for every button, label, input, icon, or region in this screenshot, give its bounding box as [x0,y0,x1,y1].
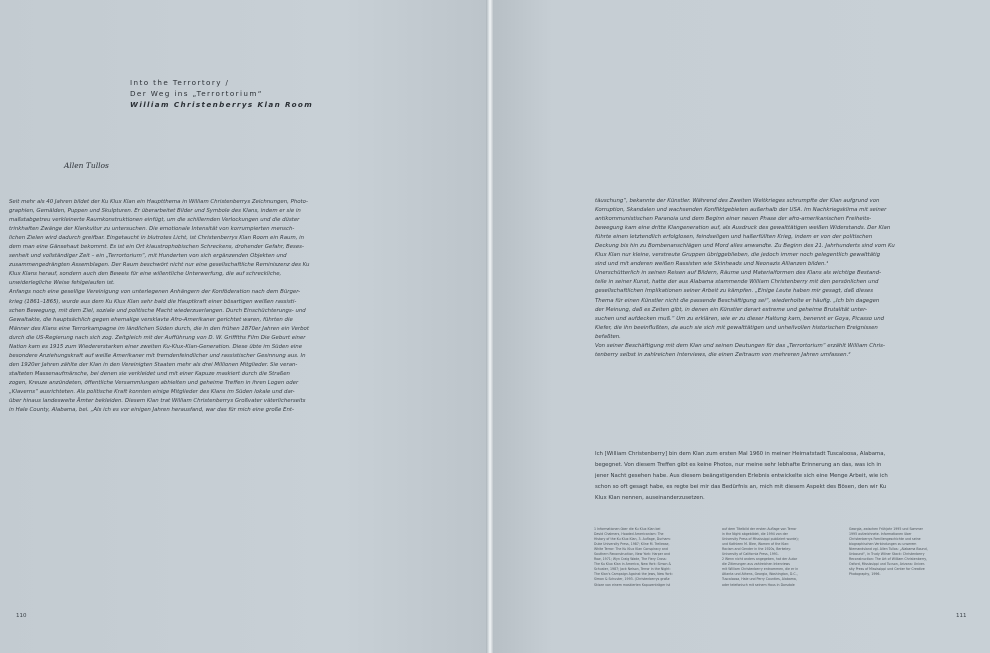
heading-line-1: Into the Terrortory / [130,78,230,87]
text-line: Unerschütterlich in seinen Reisen auf Bildern, Räume und Materialformen des Klans als wichtige Bestand- [595,270,882,277]
text-line: dem man eine Gänsehaut bekommt. Es ist ein Ort klaustrophobischen Schreckens, drohender Gefahr, Beses- [9,244,304,251]
text-line: Thema für einen Künstler nicht die passende Beschäftigung sei“, wiederholte er häufig. „Ich bin dagegen [595,297,880,304]
text-line: Deckung bis hin zu Bombenanschlägen und Mord alles anwandte. Zu Beginn des 21. Jahrhunderts sind vom Ku [595,243,895,250]
quote-line: Ich [William Christenberry] bin dem Klan zum ersten Mal 1960 in meiner Heimatstadt Tuscaloosa, Alabama, [595,451,886,457]
footnote-line: und Kathleen M. Blee, Women of the Klan: [722,542,790,547]
right-body-text [595,197,975,360]
footnote-line: University Press of Mississippi publiziert wurde); [722,537,799,542]
footnote-line: auf dem Titelbild der ersten Auflage von Terror [722,527,797,531]
text-line: Nation kam es 1915 zum Wiedererstarken einer zweiten Ku-Klux-Klan-Generation. Diese übte im Süden eine [9,343,303,350]
text-line: Korruption, Skandalen und wachsenden Konfliktgebieten außerhalb der USA. Im Nachkriegsklima mit seiner [595,207,887,214]
left-body-text [9,198,389,415]
text-line: graphien, Gemälden, Puppen und Skulpturen. Er überarbeitet Bilder und Symbole des Klans, indem er sie in [9,208,301,215]
footnote-line: biographischen Verbindungen zu unserem [849,542,917,547]
footnote-line: mit William Christenberry entnommen, die er in [722,567,799,572]
heading-line-2: Der Weg ins „Terrortorium“ [130,89,263,98]
text-line: senheit und vollständiger Zeit – ein „Terrortorium“, mit Hunderten von sich ergänzenden Objekten und [9,253,287,260]
text-line: in Hale County, Alabama, bei. „Als ich es vor einigen Jahren herausfand, war das für mich eine große Ent- [9,407,294,414]
footnote-line: Skizze von einem maskierten Kapuzenträger ist [594,582,671,587]
footnote-line: Atlanta und Athens, Georgia, Washington, D.C., [722,572,798,577]
text-line: teile in seiner Kunst, hatte der aus Alabama stammende William Christenberry mit den persönlichen und [595,279,879,286]
footnote-line: Schuster, 1987; Jack Nelson, Terror in the Night: [594,567,671,572]
text-line: den 1920er Jahren zählte der Klan in den Vereinigten Staaten mehr als drei Millionen Mitglieder. Sie veran- [9,361,298,368]
footnote-line: 1 Informationen über die Ku Klux Klan bei [594,527,661,531]
heading-line-3: William Christenberrys Klan Room [130,100,314,109]
article-heading [130,77,313,110]
footnote-line: University of California Press, 1991. [722,552,779,557]
text-line: täuschung“, bekannte der Künstler. Während des Zweiten Weltkrieges schrumpfte der Klan aufgrund von [595,198,880,204]
text-line: Kiefer, die ihn beeinflußten, da auch sie sich mit gewalttätigen und unheilvollen historischen Ereignissen [595,324,878,331]
footnote-line: Oxford, Mississippi und Tucson, Arizona: Univer- [849,562,926,567]
footnote-line: 1995 aufzeichnete. Informationen über [849,532,912,537]
text-line: Von seiner Beschäftigung mit dem Klan und seinen Deutungen für das „Terrortorium“ erzählt William Chris- [595,342,885,349]
footnote-line: Row, 1971; Wyn Craig Wade, The Fiery Cross: [594,557,667,562]
footnotes-column-2 [722,527,840,588]
text-line: Klux Klan nur kleine, verstreute Gruppen übriggeblieben, die jedoch immer noch gelegentlich gewalttätig [595,252,881,259]
text-line: befaßten. [595,333,621,340]
footnote-line: Reconstruction: The Art of William Christenberry, [849,557,928,562]
right-page [493,0,990,653]
quote-line: jener Nacht gesehen habe. Aus diesem beängstigenden Erlebnis entwickelte sich eine Menge Arbeit, wie ich [595,472,888,479]
footnote-line: sity Press of Mississippi und Center for Creative [849,567,925,572]
footnote-line: Simon & Schuster, 1993. (Christenberrys große [594,577,670,582]
footnote-line: Southern Reconstruction, New York: Harper and [594,552,671,557]
footnote-line: Tuscaloosa, Hale und Perry Counties, Alabama, [722,577,797,582]
footnotes-column-3 [849,527,967,577]
text-line: Seit mehr als 40 Jahren bildet der Ku Klux Klan ein Hauptthema in William Christenberrys Zeichnungen, Photo- [9,199,308,205]
text-line: über hinaus landesweite Ämter bekleiden. Diesem Klan trat William Christenberrys Großvater väterlicherseits [9,398,306,405]
text-line: krieg (1861–1865), wurde aus dem Ku Klux Klan sehr bald die Hauptkraft einer bösartigen weißen rassisti- [9,298,297,305]
footnote-line: Photography, 1996. [849,572,881,577]
text-line: gesellschaftlichen Implikationen seiner Arbeit zu kämpfen. „Einige Leute haben mir gesagt, daß dieses [595,288,874,295]
text-line: tenberry selbst in zahlreichen Interviews, die einen Zeitraum von mehreren Jahren umfassen.² [595,351,851,358]
footnote-line: oder telefonisch mit seinem Haus in Dorsdale [722,582,795,587]
text-line: suchen und aufdecken muß.“ Um zu erklären, wie er zu dieser Haltung kam, benennt er Goya, Picasso und [595,315,885,322]
text-line: besondere Anziehungskraft auf weiße Amerikaner mit fremdenfeindlicher und rassistischer Gesinnung aus. In [9,352,306,359]
quote-block [595,449,975,504]
text-line: „Klaverns“ ausrichteten. Als politische Kraft konnten einige Mitglieder des Klans im Süden lokale und dar- [9,388,295,395]
text-line: Gewaltakte, die hauptsächlich gegen ehemalige versklavte Afro-Amerikaner gerichtet waren, führten die [9,316,293,323]
text-line: antikommunistischen Paranoia und dem Beginn einer neuen Phase der afro-amerikanischen Freiheits- [595,216,872,223]
footnote-line: Niemandsland vgl. Allen Tullos: „Alabama Bound, [849,547,928,552]
footnote-line: The Klan's Campaign Against the Jews, New York: [594,572,673,577]
text-line: unwiderlegliche Weise fehlgelaufen ist. [9,280,115,287]
text-line: lichen Zielen wird dadurch greifbar. Eingetaucht in blutrotes Licht, ist Christenberrys Klan Room ein Raum, in [9,235,305,242]
text-line: führte einen letztendlich erfolglosen, feindseligen und haßerfüllten Krieg, indem er von der politischen [595,234,873,241]
text-line: Männer des Klans eine Terrorkampagne im ländlichen Süden durch, die in den frühen 1870er Jahren ein Verbot [9,325,309,332]
text-line: Anfangs noch eine gesellige Vereinigung von unterlegenen Anhängern der Konföderation nach dem Bürger- [9,289,301,296]
footnote-line: David Chalmers, Hooded Americanism: The [594,532,664,537]
footnote-line: The Ku Klux Klan in America, New York: Simon & [594,562,672,567]
text-line: trinkhaften Zwänge der Klankultur zu untersuchen. Die emotionale Intensität von korrumpierten mensch- [9,226,295,233]
footnote-line: Christenberrys Familiengeschichte und seine [849,537,921,542]
footnote-line: Georgia, zwischen Frühjahr 1995 und Sommer [849,527,923,531]
text-line: stalteten Massenaufmärsche, bei denen sie verkleidet und mit einer Kapuze maskiert durch die Straßen [9,370,290,377]
author-name: Allen Tullos [64,161,109,170]
text-line: zusammengedrängten Assemblagen. Der Raum beschwört nicht nur eine gesellschaftliche Reminiszenz des Ku [9,262,310,269]
footnotes-column-1 [594,527,712,588]
text-line: der Meinung, daß es Zeiten gibt, in denen ein Künstler derart extreme und geheime Brutalität unter- [595,306,867,313]
footnote-line: Duke University Press, 1987; Kline M. Treliease, [594,542,670,547]
footnote-line: die Zitierungen aus zahlreichen Interviews [722,562,790,567]
text-line: maßstabgetreu verkleinerte Raumkonstruktionen einfügt, um die schillernden Verlockungen und die düster [9,217,300,224]
footnote-line: History of the Ku Klux Klan, 3. Auflage, Durham: [594,537,671,542]
page-number-left: 110 [16,613,27,619]
footnote-line: in the Night abgebildet, die 1994 von der [722,532,788,537]
text-line: zogen, Kreuze anzündeten, öffentliche Versammlungen abhielten und geheime Treffen in ihren Logen oder [9,379,299,386]
quote-line: Klux Klan nennen, auseinanderzusetzen. [595,494,705,501]
footnote-line: 2 Wenn nicht anders angegeben, hat der Autor [722,557,798,562]
quote-line: begegnet. Von diesem Treffen gibt es keine Photos, nur meine sehr lebhafte Erinnerung an das, was ich in [595,461,882,468]
footnote-line: White Terror: The Ku Klux Klan Conspiracy and [594,547,668,552]
text-line: bewegung kam eine dritte Klangeneration auf, als Ausdruck des gewalttätigen weißen Widerstands. Der Klan [595,225,891,232]
quote-line: schon so oft gesagt habe, es regte bei mir das Bedürfnis an, mich mit diesem Aspekt des Bösen, den wir Ku [595,483,887,490]
footnote-line: Unbound“, in Trudy Wilner Stack: Christenberry [849,552,925,557]
text-line: sind und mit anderen weißen Rassisten wie Skinheads und Neonazis Allianzen bilden.¹ [595,261,829,268]
text-line: schen Bewegung, mit dem Ziel, soziale und politische Macht wiederzuerlangen. Durch Einschüchterungs- und [9,307,306,314]
footnote-line: Racism and Gender in the 1920s, Berkeley: [722,547,791,552]
left-page [0,0,488,653]
text-line: Klux Klans herauf, sondern auch den Beweis für eine willentliche Unterwerfung, die auf schreckliche, [9,271,282,278]
text-line: durch die US-Regierung nach sich zog. Zeitgleich mit der Aufführung von D. W. Griffiths Film Die Geburt einer [9,334,306,341]
page-number-right: 111 [956,613,967,619]
